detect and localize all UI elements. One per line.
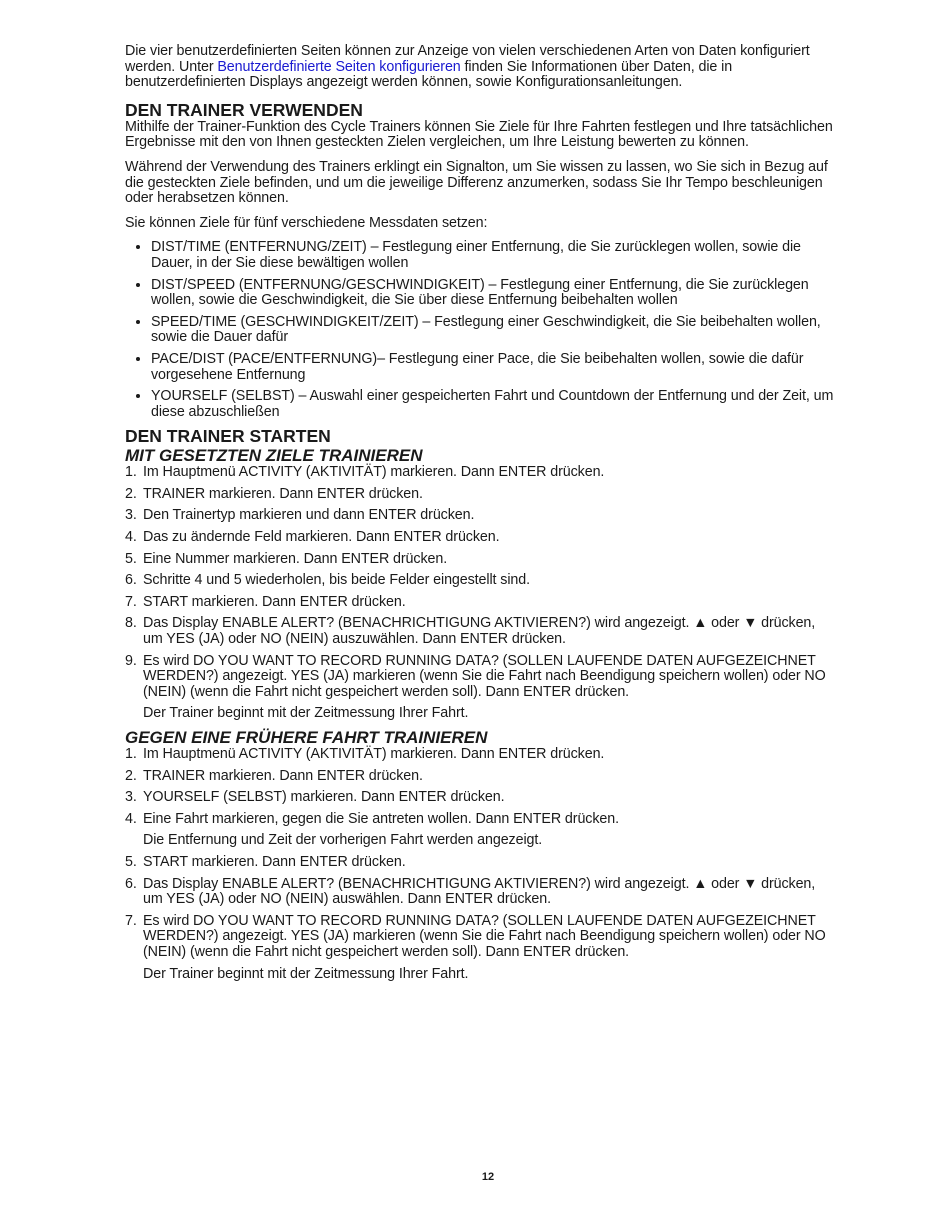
step-text: Es wird DO YOU WANT TO RECORD RUNNING DATA? (SOLLEN LAUFENDE DATEN AUFGEZEICHNET WERDEN?) angezeigt. YES (JA) markieren (wenn Sie die Fahrt nach Beendigung speichern wollen) oder NO (NEIN) (wenn die Fahrt nicht gespeichert werden soll). Dann ENTER drücken. <box>143 652 826 700</box>
step-number: 5. <box>125 550 137 567</box>
trainer-paragraph-2: Während der Verwendung des Trainers erklingt ein Signalton, um Sie wissen zu lassen, wo Sie sich in Bezug auf die gesteckten Ziele befinden, und um die jeweilige Differenz anzumerken, sodass Sie Ihr Tempo beschleunigen oder herabsetzen können. <box>125 158 828 207</box>
bullet-item: • YOURSELF (SELBST) – Auswahl einer gespeicherten Fahrt und Countdown der Entfernung und der Zeit, um diese abzuschließen <box>151 389 835 420</box>
step-number: 7. <box>125 593 137 610</box>
step-number: 3. <box>125 507 137 524</box>
step-number: 5. <box>125 853 137 870</box>
step-number: 9. <box>125 652 137 669</box>
step-text: Das zu ändernde Feld markieren. Dann ENTER drücken. <box>143 529 500 546</box>
step-item <box>125 812 835 849</box>
bullet-item: • SPEED/TIME (GESCHWINDIGKEIT/ZEIT) – Festlegung einer Geschwindigkeit, die Sie beibehalten wollen, sowie die Dauer dafür <box>151 315 835 346</box>
bullet-item: • PACE/DIST (PACE/ENTFERNUNG)– Festlegung einer Pace, die Sie beibehalten wollen, sowie die dafür vorgesehene Entfernung <box>151 352 835 383</box>
steps-list-set-goals <box>125 465 835 722</box>
step-text: START markieren. Dann ENTER drücken. <box>143 593 406 610</box>
step-number: 2. <box>125 767 137 784</box>
step-item <box>125 654 835 722</box>
step-text: Das Display ENABLE ALERT? (BENACHRICHTIGUNG AKTIVIEREN?) wird angezeigt. ▲ oder ▼ drücken, um YES (JA) oder NO (NEIN) auswählen. Dann ENTER drücken. <box>143 875 816 908</box>
page-number: 12 <box>481 1171 495 1183</box>
metrics-bullet-list <box>125 240 835 420</box>
step-note: Der Trainer beginnt mit der Zeitmessung Ihrer Fahrt. <box>143 705 469 722</box>
step-item <box>125 616 835 647</box>
step-number: 3. <box>125 789 137 806</box>
step-text: TRAINER markieren. Dann ENTER drücken. <box>143 767 423 784</box>
intro-paragraph <box>125 44 835 91</box>
step-number: 7. <box>125 912 137 929</box>
step-item <box>125 530 835 546</box>
step-text: Schritte 4 und 5 wiederholen, bis beide Felder eingestellt sind. <box>143 572 531 589</box>
step-text: Im Hauptmenü ACTIVITY (AKTIVITÄT) markieren. Dann ENTER drücken. <box>143 464 605 481</box>
step-number: 6. <box>125 875 137 892</box>
bullet-item: • DIST/TIME (ENTFERNUNG/ZEIT) – Festlegung einer Entfernung, die Sie zurücklegen wollen, sowie die Dauer, in der Sie diese bewältigen wollen <box>151 240 835 271</box>
bullet-item: • DIST/SPEED (ENTFERNUNG/GESCHWINDIGKEIT) – Festlegung einer Entfernung, die Sie zurücklegen wollen, sowie die Geschwindigkeit, die Sie über diese Entfernung beibehalten wollen <box>151 278 835 309</box>
step-number: 8. <box>125 615 137 632</box>
step-text: Den Trainertyp markieren und dann ENTER drücken. <box>143 507 475 524</box>
configure-custom-pages-link[interactable]: Benutzerdefinierte Seiten konfigurieren <box>217 58 461 75</box>
section-heading-start: DEN TRAINER STARTEN <box>125 426 331 447</box>
step-item <box>125 790 835 806</box>
step-note: Der Trainer beginnt mit der Zeitmessung Ihrer Fahrt. <box>143 965 469 982</box>
step-item <box>125 573 835 589</box>
step-item <box>125 465 835 481</box>
step-number: 4. <box>125 810 137 827</box>
step-item <box>125 508 835 524</box>
step-text: Das Display ENABLE ALERT? (BENACHRICHTIGUNG AKTIVIEREN?) wird angezeigt. ▲ oder ▼ drücken, um YES (JA) oder NO (NEIN) auszuwählen. Dann ENTER drücken. <box>143 615 816 648</box>
step-text: YOURSELF (SELBST) markieren. Dann ENTER drücken. <box>143 789 505 806</box>
step-number: 1. <box>125 746 137 762</box>
step-item <box>125 747 835 763</box>
subheading-set-goals: MIT GESETZTEN ZIELE TRAINIEREN <box>125 446 423 466</box>
section-heading-trainer: DEN TRAINER VERWENDEN <box>125 99 363 120</box>
step-note: Die Entfernung und Zeit der vorherigen Fahrt werden angezeigt. <box>143 832 543 849</box>
step-item <box>125 487 835 503</box>
step-text: Eine Fahrt markieren, gegen die Sie antreten wollen. Dann ENTER drücken. <box>143 810 619 827</box>
step-item <box>125 914 835 982</box>
step-number: 1. <box>125 464 137 481</box>
intro-text-after: finden Sie Informationen über Daten, die in benutzerdefinierten Displays angezeigt werden können, sowie Konfigurationsanleitungen. <box>125 58 733 91</box>
step-number: 6. <box>125 572 137 589</box>
step-text: START markieren. Dann ENTER drücken. <box>143 853 406 870</box>
step-text: Im Hauptmenü ACTIVITY (AKTIVITÄT) markieren. Dann ENTER drücken. <box>143 746 605 762</box>
step-item <box>125 769 835 785</box>
trainer-paragraph-1: Mithilfe der Trainer-Funktion des Cycle Trainers können Sie Ziele für Ihre Fahrten festlegen und Ihre tatsächlichen Ergebnisse mit den von Ihnen gesteckten Zielen vergleichen, um Ihre Leistung bewerten zu können. <box>125 118 833 151</box>
step-item <box>125 595 835 611</box>
step-text: TRAINER markieren. Dann ENTER drücken. <box>143 485 423 502</box>
trainer-paragraph-3: Sie können Ziele für fünf verschiedene Messdaten setzen: <box>125 214 488 231</box>
document-page <box>125 44 835 988</box>
step-number: 2. <box>125 485 137 502</box>
step-item <box>125 855 835 871</box>
step-text: Eine Nummer markieren. Dann ENTER drücken. <box>143 550 448 567</box>
intro-text-before: Die vier benutzerdefinierten Seiten können zur Anzeige von vielen verschiedenen Arten von Daten konfiguriert werden. Unter <box>125 43 810 75</box>
step-text: Es wird DO YOU WANT TO RECORD RUNNING DATA? (SOLLEN LAUFENDE DATEN AUFGEZEICHNET WERDEN?) angezeigt. YES (JA) markieren (wenn Sie die Fahrt nach Beendigung speichern wollen) oder NO (NEIN) (wenn die Fahrt nicht gespeichert werden soll). Dann ENTER drücken. <box>143 912 826 960</box>
steps-list-previous-ride <box>125 747 835 982</box>
step-item <box>125 877 835 908</box>
step-number: 4. <box>125 529 137 546</box>
step-item <box>125 552 835 568</box>
subheading-previous-ride: GEGEN EINE FRÜHERE FAHRT TRAINIEREN <box>125 728 488 747</box>
